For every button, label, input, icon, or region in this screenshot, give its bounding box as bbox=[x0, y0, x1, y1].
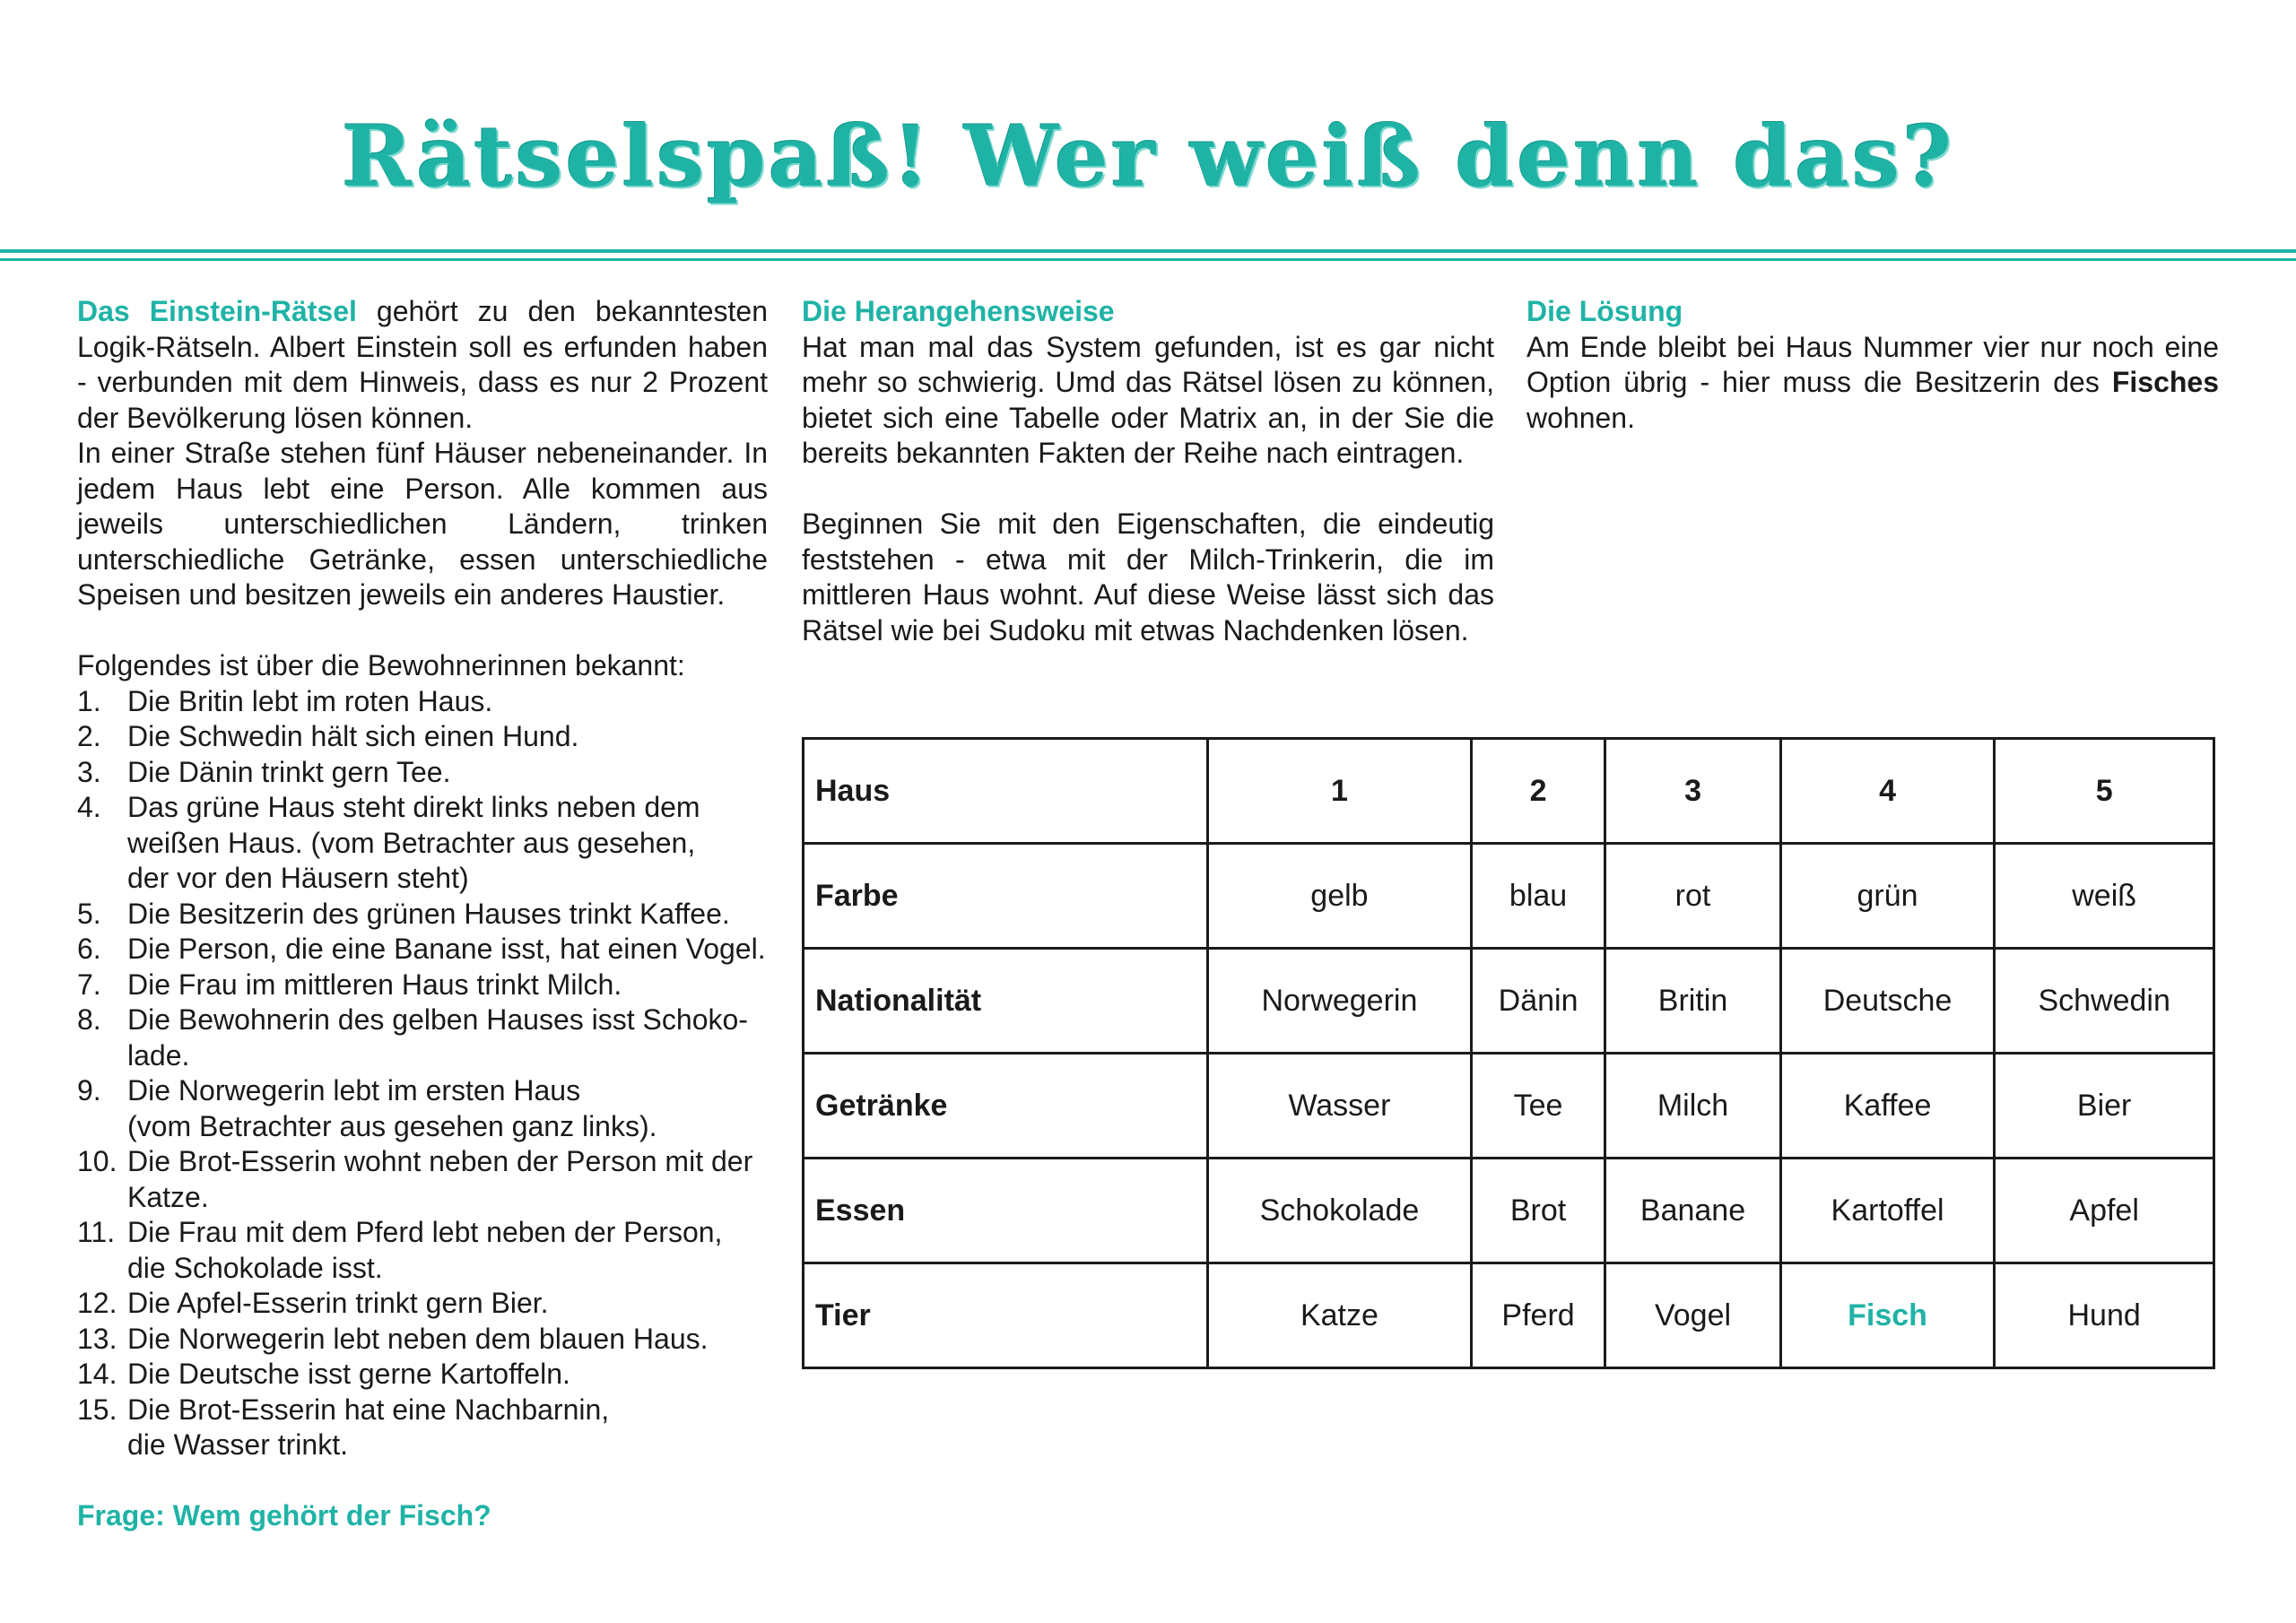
title-rule-top bbox=[0, 249, 2296, 253]
solution-paragraph bbox=[1526, 330, 2219, 437]
clue-item bbox=[77, 684, 768, 720]
known-intro: Folgendes ist über die Bewohnerinnen bekannt: bbox=[77, 649, 685, 681]
clue-number: 7. bbox=[77, 968, 101, 1001]
table-cell: Apfel bbox=[1995, 1159, 2214, 1263]
table-cell: gelb bbox=[1208, 844, 1472, 949]
table-row-label: Essen bbox=[804, 1159, 1208, 1263]
approach-paragraph-1: Hat man mal das System gefunden, ist es gar nicht mehr so schwierig. Umd das Rätsel lösen zu können, bietet sich eine Tabelle oder Matrix an, in der Sie die bereits bekannten Fakten der Reihe nach eintragen. bbox=[802, 330, 1494, 469]
table-cell: Kartoffel bbox=[1780, 1159, 1995, 1263]
clue-line: Die Norwegerin lebt im ersten Haus bbox=[127, 1074, 581, 1107]
page-title: Rätselspaß! Wer weiß denn das? bbox=[341, 108, 1955, 206]
clue-list bbox=[77, 684, 768, 1463]
table-cell: Brot bbox=[1471, 1159, 1605, 1263]
solution-table bbox=[802, 737, 2215, 1369]
table-cell: Britin bbox=[1605, 949, 1781, 1054]
clue-number: 8. bbox=[77, 1003, 101, 1036]
table-cell: Tee bbox=[1471, 1054, 1605, 1159]
clue-line: Die Person, die eine Banane isst, hat einen Vogel. bbox=[127, 933, 766, 965]
clue-line: Katze. bbox=[127, 1180, 209, 1213]
title-rule-bottom bbox=[0, 258, 2296, 261]
clue-number: 11. bbox=[77, 1216, 116, 1248]
clue-item bbox=[77, 1215, 768, 1286]
solution-text-before: Am Ende bleibt bei Haus Nummer vier nur noch eine Option übrig - hier muss die Besitzerin des bbox=[1526, 330, 2219, 398]
table-cell: Dänin bbox=[1471, 949, 1605, 1054]
clue-line: lade. bbox=[127, 1038, 190, 1072]
clue-number: 4. bbox=[77, 791, 101, 823]
table-cell: Deutsche bbox=[1780, 949, 1995, 1054]
clue-line: weißen Haus. (vom Betrachter aus gesehen, bbox=[127, 826, 696, 859]
table-cell: Wasser bbox=[1208, 1054, 1472, 1159]
clue-item bbox=[77, 790, 768, 897]
table-cell: Norwegerin bbox=[1208, 949, 1472, 1054]
table-cell: Schokolade bbox=[1208, 1159, 1472, 1263]
table-cell: blau bbox=[1471, 844, 1605, 949]
intro-column bbox=[77, 294, 768, 1534]
clue-number: 9. bbox=[77, 1074, 101, 1107]
table-cell: 1 bbox=[1208, 739, 1472, 844]
clue-line: Die Schwedin hält sich einen Hund. bbox=[127, 720, 579, 752]
table-cell: Banane bbox=[1605, 1159, 1781, 1263]
clue-number: 10. bbox=[77, 1145, 117, 1177]
table-row bbox=[804, 1263, 2214, 1368]
table-cell: 3 bbox=[1605, 739, 1781, 844]
clue-line: Die Dänin trinkt gern Tee. bbox=[127, 755, 451, 788]
clue-line: Die Besitzerin des grünen Hauses trinkt Kaffee. bbox=[127, 897, 730, 930]
clue-number: 6. bbox=[77, 933, 101, 965]
solution-text-after: wohnen. bbox=[1526, 401, 1635, 434]
clue-line: Das grüne Haus steht direkt links neben dem bbox=[127, 791, 700, 823]
clue-line: Die Norwegerin lebt neben dem blauen Haus. bbox=[127, 1322, 709, 1355]
clue-item bbox=[77, 968, 768, 1003]
table-cell: Milch bbox=[1605, 1054, 1781, 1159]
intro-text: gehört zu den bekanntesten Logik-Rätseln. Albert Einstein soll es erfunden haben - verbunden mit dem Hinweis, dass es nur 2 Prozent der Bevölkerung lösen können. bbox=[77, 295, 769, 434]
approach-heading: Die Herangehensweise bbox=[802, 295, 1115, 327]
table-cell: Pferd bbox=[1471, 1263, 1605, 1368]
approach-column bbox=[802, 294, 1494, 648]
intro-paragraph bbox=[77, 294, 768, 436]
clue-item bbox=[77, 1286, 768, 1322]
table-row-label: Haus bbox=[804, 739, 1208, 844]
solution-heading: Die Lösung bbox=[1526, 295, 1683, 327]
table-cell: Bier bbox=[1995, 1054, 2214, 1159]
question: Frage: Wem gehört der Fisch? bbox=[77, 1499, 491, 1532]
table-row-label: Nationalität bbox=[804, 949, 1208, 1054]
table-cell: 5 bbox=[1995, 739, 2214, 844]
clue-number: 5. bbox=[77, 897, 101, 930]
table-cell: Vogel bbox=[1605, 1263, 1781, 1368]
clue-number: 15. bbox=[77, 1393, 117, 1426]
clue-item bbox=[77, 897, 768, 933]
clue-item bbox=[77, 1357, 768, 1393]
clue-line: Die Britin lebt im roten Haus. bbox=[127, 684, 493, 717]
clue-line: Die Bewohnerin des gelben Hauses isst Schoko- bbox=[127, 1003, 748, 1036]
clue-line: Die Brot-Esserin hat eine Nachbarnin, bbox=[127, 1393, 610, 1426]
table-row bbox=[804, 949, 2214, 1054]
clue-item bbox=[77, 1002, 768, 1073]
table-cell: Hund bbox=[1995, 1263, 2214, 1368]
table-cell: Katze bbox=[1208, 1263, 1472, 1368]
clue-number: 3. bbox=[77, 755, 101, 788]
solution-column bbox=[1526, 294, 2219, 436]
table-cell: rot bbox=[1605, 844, 1781, 949]
clue-line: (vom Betrachter aus gesehen ganz links). bbox=[127, 1109, 657, 1142]
table-cell-highlight: Fisch bbox=[1780, 1263, 1995, 1368]
table-cell: grün bbox=[1780, 844, 1995, 949]
clue-item bbox=[77, 932, 768, 968]
table-header-row bbox=[804, 739, 2214, 844]
clue-line: die Wasser trinkt. bbox=[127, 1428, 348, 1461]
approach-paragraph-2: Beginnen Sie mit den Eigenschaften, die eindeutig feststehen - etwa mit der Milch-Trinkerin, die im mittleren Haus wohnt. Auf diese Weise lässt sich das Rätsel wie bei Sudoku mit etwas Nachdenken lösen. bbox=[802, 508, 1494, 647]
table-cell: 2 bbox=[1471, 739, 1605, 844]
clue-number: 12. bbox=[77, 1287, 117, 1319]
table-row bbox=[804, 1159, 2214, 1263]
clue-line: Die Frau mit dem Pferd lebt neben der Person, bbox=[127, 1216, 723, 1248]
clue-item bbox=[77, 719, 768, 755]
table-cell: weiß bbox=[1995, 844, 2214, 949]
clue-line: Die Deutsche isst gerne Kartoffeln. bbox=[127, 1358, 570, 1390]
clue-line: der vor den Häusern steht) bbox=[127, 862, 469, 894]
table-cell: Schwedin bbox=[1995, 949, 2214, 1054]
clue-item bbox=[77, 1144, 768, 1215]
clue-line: Die Apfel-Esserin trinkt gern Bier. bbox=[127, 1287, 549, 1319]
clue-line: die Schokolade isst. bbox=[127, 1251, 383, 1284]
clue-item bbox=[77, 1322, 768, 1358]
clue-number: 1. bbox=[77, 684, 101, 717]
clue-item bbox=[77, 755, 768, 791]
clue-number: 2. bbox=[77, 720, 101, 752]
clue-number: 14. bbox=[77, 1358, 117, 1390]
clue-number: 13. bbox=[77, 1322, 117, 1355]
clue-item bbox=[77, 1393, 768, 1463]
intro-highlight: Das Einstein-Rätsel bbox=[77, 295, 357, 327]
table-row-label: Farbe bbox=[804, 844, 1208, 949]
table-row bbox=[804, 844, 2214, 949]
table-cell: Kaffee bbox=[1780, 1054, 1995, 1159]
table-row-label: Tier bbox=[804, 1263, 1208, 1368]
table-cell: 4 bbox=[1780, 739, 1995, 844]
scenario-paragraph: In einer Straße stehen fünf Häuser nebeneinander. In jedem Haus lebt eine Person. Alle kommen aus jeweils unterschiedlichen Ländern, trinken unterschiedliche Getränke, essen unterschiedliche Speisen und besitzen jeweils ein anderes Haustier. bbox=[77, 437, 768, 611]
clue-line: Die Brot-Esserin wohnt neben der Person mit der bbox=[127, 1145, 753, 1177]
clue-item bbox=[77, 1073, 768, 1144]
clue-line: Die Frau im mittleren Haus trinkt Milch. bbox=[127, 968, 622, 1001]
table-row-label: Getränke bbox=[804, 1054, 1208, 1159]
solution-bold: Fisches bbox=[2111, 366, 2219, 398]
table-row bbox=[804, 1054, 2214, 1159]
